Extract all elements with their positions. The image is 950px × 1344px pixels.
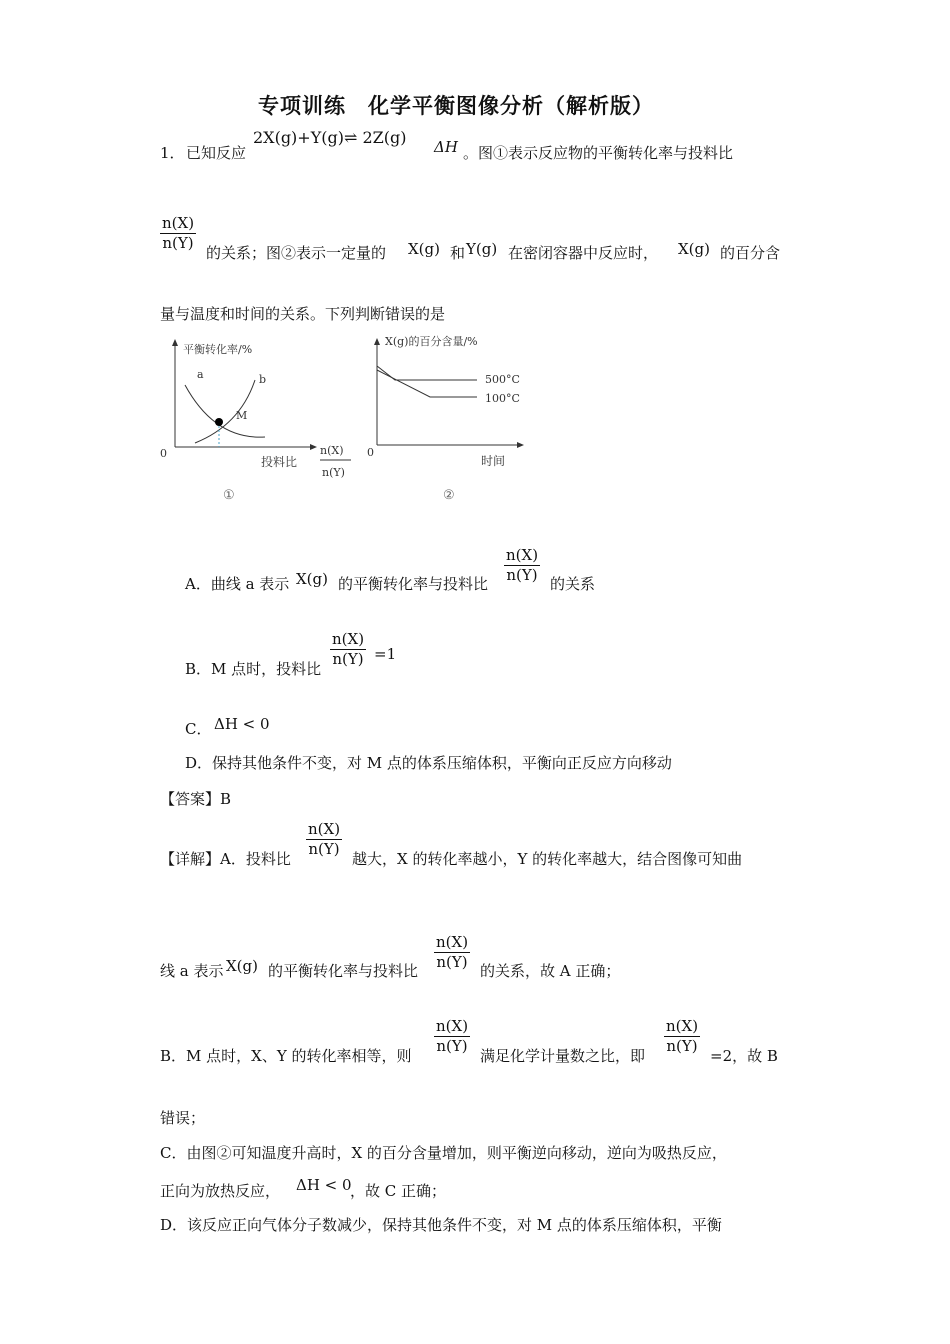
answer: 【答案】B	[160, 790, 232, 808]
detail-a-species: X(g)	[226, 957, 258, 975]
fraction-numerator: n(X)	[332, 630, 365, 648]
reaction-equation: 2X(g)+Y(g)⇌ 2Z(g)	[253, 128, 407, 147]
option-c-math: ΔH < 0	[214, 715, 270, 733]
fig2-origin: 0	[367, 446, 374, 459]
fig2-y-label: X(g)的百分含量/%	[385, 335, 478, 348]
fraction-numerator: n(X)	[506, 546, 539, 564]
fig2-caption: ②	[443, 488, 455, 503]
fig2-y-arrow	[374, 338, 380, 345]
detail-a-line2-suffix: 的关系，故 A 正确；	[480, 962, 621, 980]
fig1-y-label: 平衡转化率/%	[183, 343, 253, 356]
fig1-x-frac-den: n(Y)	[322, 466, 345, 479]
option-a-species: X(g)	[296, 570, 328, 588]
fig1-label-m: M	[236, 409, 248, 422]
question-text-2b: 在密闭容器中反应时，	[508, 244, 659, 262]
detail-c-math: ΔH < 0	[296, 1176, 352, 1194]
option-b-prefix: B．M 点时，投料比	[185, 660, 322, 678]
enthalpy-symbol: ΔH	[434, 138, 458, 156]
question-text-and: 和	[450, 244, 466, 262]
fig2-x-arrow	[517, 442, 524, 448]
fig2-label-100: 100°C	[485, 392, 520, 405]
page-title: 专项训练 化学平衡图像分析（解析版）	[258, 93, 654, 118]
detail-b-continued: 错误；	[160, 1109, 206, 1127]
species-xg: X(g)	[408, 240, 440, 258]
detail-a2-fraction	[434, 933, 470, 972]
fraction-numerator: n(X)	[162, 214, 195, 232]
option-a-suffix: 的关系	[550, 575, 596, 593]
detail-b-middle: 满足化学计量数之比，即	[480, 1047, 646, 1065]
fraction-numerator: n(X)	[308, 820, 341, 838]
figure-1-conversion-vs-ratio	[155, 335, 360, 510]
fig1-caption: ①	[223, 488, 235, 503]
fig1-x-arrow	[310, 444, 317, 450]
fraction-denominator: n(Y)	[504, 565, 540, 585]
option-a-prefix: A．曲线 a 表示	[185, 575, 290, 593]
detail-a-line2-middle: 的平衡转化率与投料比	[268, 962, 419, 980]
question-text-2c: 的百分含	[720, 244, 781, 262]
fig1-curve-a	[185, 385, 265, 437]
option-d: D．保持其他条件不变，对 M 点的体系压缩体积，平衡向正反应方向移动	[185, 754, 672, 772]
fig2-label-500: 500°C	[485, 373, 520, 386]
fraction-denominator: n(Y)	[160, 233, 196, 253]
fig1-origin: 0	[160, 447, 167, 460]
fraction-denominator: n(Y)	[306, 839, 342, 859]
feed-ratio-fraction	[160, 214, 196, 253]
fraction-denominator: n(Y)	[664, 1036, 700, 1056]
fig1-label-b: b	[259, 373, 267, 386]
fraction-numerator: n(X)	[666, 1017, 699, 1035]
option-b-suffix: =1	[374, 645, 397, 663]
option-a-fraction	[504, 546, 540, 585]
fig2-series-100	[377, 370, 477, 397]
detail-lead: 【详解】A．投料比	[160, 850, 291, 868]
fraction-denominator: n(Y)	[330, 649, 366, 669]
fig1-x-frac-num: n(X)	[320, 444, 344, 457]
detail-d-line1: D．该反应正向气体分子数减少，保持其他条件不变，对 M 点的体系压缩体积，平衡	[160, 1216, 722, 1234]
detail-c-line2-prefix: 正向为放热反应，	[160, 1182, 281, 1200]
figure-2-content-vs-time	[365, 330, 535, 510]
detail-a-fraction	[306, 820, 342, 859]
fig2-x-label: 时间	[481, 454, 506, 468]
fraction-numerator: n(X)	[436, 1017, 469, 1035]
detail-c-line1: C．由图②可知温度升高时，X 的百分含量增加，则平衡逆向移动，逆向为吸热反应，	[160, 1144, 727, 1162]
question-text-2a: 的关系；图②表示一定量的	[206, 244, 387, 262]
detail-a-line1: 越大，X 的转化率越小，Y 的转化率越大，结合图像可知曲	[352, 850, 743, 868]
detail-b-suffix: =2，故 B	[710, 1047, 778, 1065]
fig1-point-m	[215, 418, 223, 426]
option-a-middle: 的平衡转化率与投料比	[338, 575, 489, 593]
detail-b-fraction-2	[664, 1017, 700, 1056]
detail-b-prefix: B．M 点时，X、Y 的转化率相等，则	[160, 1047, 412, 1065]
detail-a-line2-prefix: 线 a 表示	[160, 962, 224, 980]
fig1-y-arrow	[172, 339, 178, 346]
fraction-denominator: n(Y)	[434, 952, 470, 972]
species-xg-2: X(g)	[678, 240, 710, 258]
detail-c-line2-suffix: ，故 C 正确；	[350, 1182, 447, 1200]
fig1-x-label: 投料比	[261, 455, 298, 469]
fraction-denominator: n(Y)	[434, 1036, 470, 1056]
fraction-numerator: n(X)	[436, 933, 469, 951]
option-b-fraction	[330, 630, 366, 669]
detail-b-fraction-1	[434, 1017, 470, 1056]
question-lead: 已知反应	[186, 144, 247, 162]
question-text-1: 。图①表示反应物的平衡转化率与投料比	[463, 144, 734, 162]
question-text-3: 量与温度和时间的关系。下列判断错误的是	[160, 305, 446, 323]
species-yg: Y(g)	[466, 240, 498, 258]
fig1-label-a: a	[197, 368, 204, 381]
question-number: 1．	[160, 144, 185, 162]
option-c-prefix: C．	[185, 720, 212, 738]
